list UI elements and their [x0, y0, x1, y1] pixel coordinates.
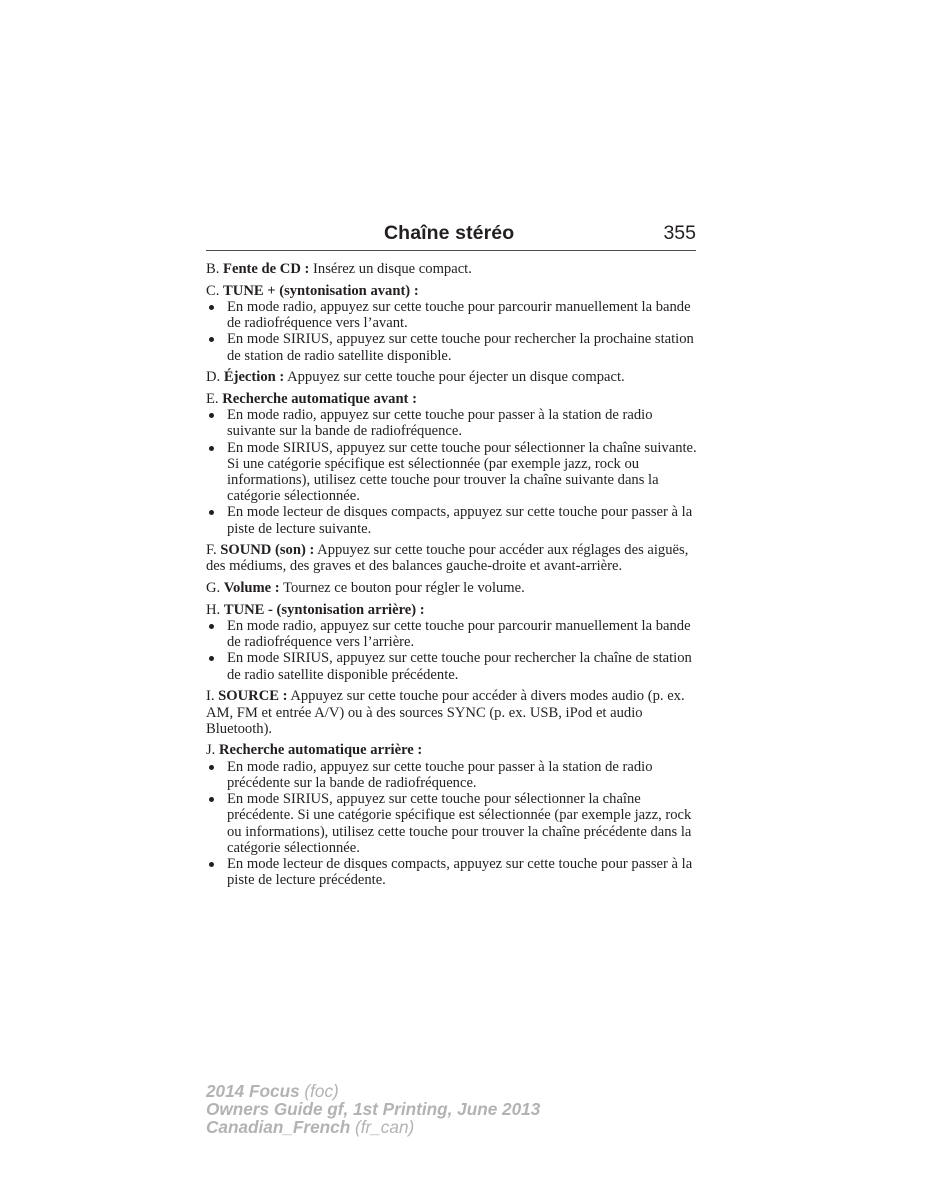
entry-heading: Recherche automatique arrière : — [218, 742, 423, 759]
entry-heading-line — [206, 580, 698, 596]
entry-heading-line — [206, 261, 698, 277]
entry-text: Appuyez sur cette touche pour éjecter un disque compact. — [287, 369, 625, 386]
bullet-item: En mode SIRIUS, appuyez sur cette touche pour sélectionner la chaîne précédente. Si une catégorie spécifique est sélectionnée (par exemple jazz, rock ou informations), utilisez cette touche pour trouver la chaîne précédente dans la catégorie sélectionnée. — [206, 791, 698, 856]
entry-g — [206, 580, 698, 596]
page-number: 355 — [663, 222, 696, 244]
section-title: Chaîne stéréo — [384, 222, 515, 244]
bullet-list — [206, 618, 698, 683]
page-header — [206, 222, 696, 251]
footer-line-3: Canadian_French (fr_can) — [206, 1117, 415, 1137]
bullet-item: En mode radio, appuyez sur cette touche pour passer à la station de radio précédente sur la bande de radiofréquence. — [206, 759, 698, 791]
entry-letter: F. — [206, 542, 217, 559]
entry-j — [206, 742, 698, 888]
entry-heading-line — [206, 742, 698, 758]
bullet-item: En mode radio, appuyez sur cette touche pour passer à la station de radio suivante sur la bande de radiofréquence. — [206, 407, 698, 439]
bullet-item: En mode radio, appuyez sur cette touche pour parcourir manuellement la bande de radiofréquence vers l’arrière. — [206, 618, 698, 650]
entry-letter: E. — [206, 390, 219, 407]
entry-text: Appuyez sur cette touche pour accéder à divers modes audio (p. ex. AM, FM et entrée A/V) ou à des sources SYNC (p. ex. USB, iPod et audio Bluetooth). — [206, 688, 685, 737]
entry-heading-line — [206, 602, 698, 618]
bullet-list — [206, 299, 698, 364]
entry-heading: Volume : — [223, 580, 280, 597]
entry-text: Tournez ce bouton pour régler le volume. — [283, 580, 525, 597]
entry-letter: D. — [206, 369, 221, 386]
entry-heading-line — [206, 542, 698, 574]
entry-i — [206, 688, 698, 737]
entry-heading: TUNE + (syntonisation avant) : — [223, 282, 419, 299]
entry-heading: Éjection : — [223, 369, 285, 386]
entry-heading: Recherche automatique avant : — [222, 390, 417, 407]
entry-b — [206, 261, 698, 277]
footer-line-1: 2014 Focus (foc) — [206, 1081, 339, 1101]
entry-letter: G. — [206, 580, 221, 597]
entry-letter: B. — [206, 261, 220, 277]
entry-heading-line — [206, 369, 698, 385]
entry-letter: C. — [206, 282, 220, 299]
entry-text: Insérez un disque compact. — [313, 261, 472, 277]
entry-heading: Fente de CD : — [223, 261, 310, 277]
entry-heading-line — [206, 283, 698, 299]
entry-letter: I. — [206, 688, 215, 705]
bullet-item: En mode lecteur de disques compacts, appuyez sur cette touche pour passer à la piste de lecture suivante. — [206, 504, 698, 536]
entry-text: Appuyez sur cette touche pour accéder aux réglages des aiguës, des médiums, des graves et des balances gauche-droite et avant-arrière. — [206, 542, 689, 575]
entry-c — [206, 283, 698, 364]
page-footer — [206, 1082, 540, 1136]
bullet-item: En mode SIRIUS, appuyez sur cette touche pour sélectionner la chaîne suivante. Si une catégorie spécifique est sélectionnée (par exemple jazz, rock ou informations), utilisez cette touche pour trouver la chaîne suivante dans la catégorie sélectionnée. — [206, 440, 698, 505]
entry-h — [206, 602, 698, 683]
entry-heading-line — [206, 688, 698, 737]
bullet-item: En mode radio, appuyez sur cette touche pour parcourir manuellement la bande de radiofréquence vers l’avant. — [206, 299, 698, 331]
entry-e — [206, 391, 698, 537]
entry-heading-line — [206, 391, 698, 407]
bullet-list — [206, 759, 698, 889]
entry-heading: TUNE - (syntonisation arrière) : — [223, 601, 425, 618]
entry-d — [206, 369, 698, 385]
body-content — [206, 261, 698, 894]
entry-f — [206, 542, 698, 574]
bullet-item: En mode SIRIUS, appuyez sur cette touche pour rechercher la chaîne de station de radio satellite disponible précédente. — [206, 650, 698, 682]
entry-letter: H. — [206, 601, 221, 618]
entry-heading: SOUND (son) : — [220, 542, 315, 559]
entry-heading: SOURCE : — [218, 688, 288, 705]
footer-line-2: Owners Guide gf, 1st Printing, June 2013 — [206, 1099, 541, 1119]
entry-letter: J. — [206, 742, 216, 759]
bullet-item: En mode lecteur de disques compacts, appuyez sur cette touche pour passer à la piste de lecture précédente. — [206, 856, 698, 888]
bullet-list — [206, 407, 698, 537]
bullet-item: En mode SIRIUS, appuyez sur cette touche pour rechercher la prochaine station de station de radio satellite disponible. — [206, 331, 698, 363]
